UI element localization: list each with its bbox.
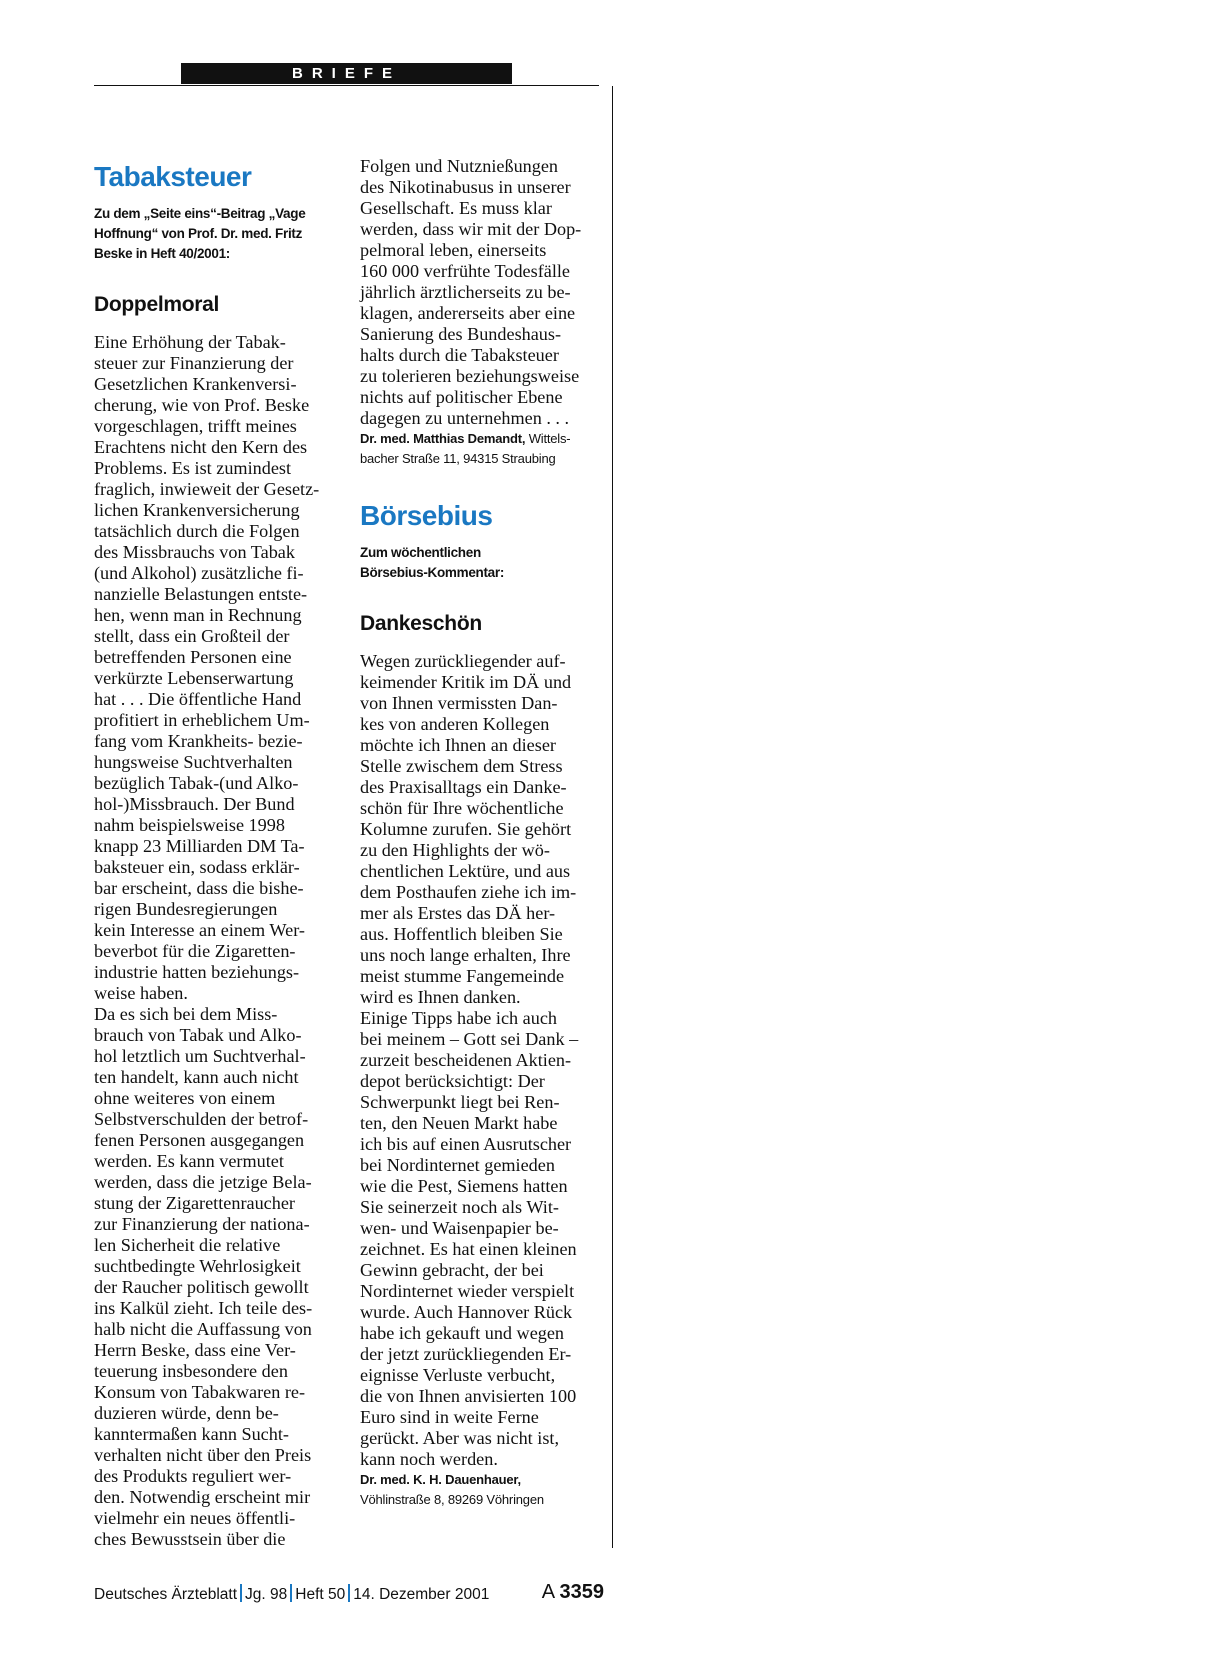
page-number: [542, 1581, 604, 1604]
signature-name: Dr. med. K. H. Dauenhauer,: [360, 1472, 521, 1487]
column-rule: [612, 86, 613, 1548]
section-label: BRIEFE: [291, 65, 401, 82]
text-line: dem Posthaufen ziehe ich im-: [360, 882, 577, 902]
journal-name: Deutsches Ärzteblatt: [94, 1586, 238, 1603]
text-line: den. Notwendig erscheint mir: [94, 1487, 311, 1507]
text-line: tatsächlich durch die Folgen: [94, 521, 300, 541]
text-line: der Raucher politisch gewollt: [94, 1277, 309, 1297]
text-line: vielmehr ein neues öffentli-: [94, 1508, 296, 1528]
text-line: ten, den Neuen Markt habe: [360, 1113, 558, 1133]
text-line: aus. Hoffentlich bleiben Sie: [360, 924, 563, 944]
text-line: jährlich ärztlicherseits zu be-: [360, 282, 571, 302]
page-number-value: 3359: [559, 1581, 604, 1603]
journal-issue: Heft 50: [295, 1586, 346, 1603]
text-line: steuer zur Finanzierung der: [94, 353, 294, 373]
text-line: fang vom Krankheits- bezie-: [94, 731, 303, 751]
text-line: Selbstverschulden der betrof-: [94, 1109, 309, 1129]
text-line: von Ihnen vermissten Dan-: [360, 693, 558, 713]
text-line: halts durch die Tabaksteuer: [360, 345, 559, 365]
footer-separator: [348, 1584, 350, 1602]
text-line: Wegen zurückliegender auf-: [360, 651, 566, 671]
text-line: hat . . . Die öffentliche Hand: [94, 689, 302, 709]
text-line: hungsweise Suchtverhalten: [94, 752, 293, 772]
letter-reference: Zum wöchentlichen Börsebius-Kommentar:: [360, 545, 505, 580]
section-title-boersebius: Börsebius: [360, 500, 493, 531]
page-prefix: A: [541, 1581, 554, 1603]
text-line: kann noch werden.: [360, 1449, 498, 1469]
text-line: zurzeit bescheidenen Aktien-: [360, 1050, 572, 1070]
text-line: suchtbedingte Wehrlosigkeit: [94, 1256, 301, 1276]
signature-address-part: Wittels-: [525, 431, 571, 446]
text-line: keimender Kritik im DÄ und: [360, 672, 572, 692]
text-line: ohne weiteres von einem: [94, 1088, 276, 1108]
text-line: werden, dass die jetzige Bela-: [94, 1172, 312, 1192]
letter-reference: Zu dem „Seite eins“-Beitrag „Vage Hoffnung“ von Prof. Dr. med. Fritz Beske in Heft 40/2001:: [94, 206, 306, 261]
text-line: möchte ich Ihnen an dieser: [360, 735, 556, 755]
text-line: kein Interesse an einem Wer-: [94, 920, 305, 940]
text-line: Stelle zwischem dem Stress: [360, 756, 563, 776]
text-line: meist stumme Fangemeinde: [360, 966, 565, 986]
text-line: teuerung insbesondere den: [94, 1361, 288, 1381]
text-line: zu den Highlights der wö-: [360, 840, 550, 860]
text-line: mer als Erstes das DÄ her-: [360, 903, 556, 923]
text-line: werden. Es kann vermutet: [94, 1151, 284, 1171]
footer-separator: [290, 1584, 292, 1602]
signature-address: Vöhlinstraße 8, 89269 Vöhringen: [360, 1492, 544, 1507]
text-line: Einige Tipps habe ich auch: [360, 1008, 558, 1028]
signature-demandt: [360, 429, 600, 469]
text-line: baksteuer ein, sodass erklär-: [94, 857, 300, 877]
text-line: des Missbrauchs von Tabak: [94, 542, 295, 562]
text-line: Kolumne zurufen. Sie gehört: [360, 819, 572, 839]
text-line: dagegen zu unternehmen . . .: [360, 408, 570, 428]
text-line: pelmoral leben, einerseits: [360, 240, 547, 260]
text-line: nichts auf politischer Ebene: [360, 387, 563, 407]
text-line: Sanierung des Bundeshaus-: [360, 324, 562, 344]
text-line: Gewinn gebracht, der bei: [360, 1260, 544, 1280]
letter-body-continued: [360, 156, 600, 429]
text-line: bezüglich Tabak-(und Alko-: [94, 773, 299, 793]
text-line: bar erscheint, dass die bishe-: [94, 878, 304, 898]
text-line: chentlichen Lektüre, und aus: [360, 861, 571, 881]
text-line: der jetzt zurückliegenden Er-: [360, 1344, 572, 1364]
text-line: bei Nordinternet gemieden: [360, 1155, 555, 1175]
text-line: Herrn Beske, dass eine Ver-: [94, 1340, 296, 1360]
text-line: hol letztlich um Suchtverhal-: [94, 1046, 306, 1066]
text-line: ches Bewusstsein über die: [94, 1529, 286, 1549]
text-line: Eine Erhöhung der Tabak-: [94, 332, 286, 352]
text-line: hen, wenn man in Rechnung: [94, 605, 302, 625]
text-line: stung der Zigarettenraucher: [94, 1193, 295, 1213]
text-line: lichen Krankenversicherung: [94, 500, 300, 520]
footer-separator: [240, 1584, 242, 1602]
text-line: weise haben.: [94, 983, 188, 1003]
text-line: Gesetzlichen Krankenversi-: [94, 374, 297, 394]
text-line: kes von anderen Kollegen: [360, 714, 550, 734]
text-line: wie die Pest, Siemens hatten: [360, 1176, 568, 1196]
section-title-tabaksteuer: Tabaksteuer: [94, 161, 252, 192]
text-line: fraglich, inwieweit der Gesetz-: [94, 479, 320, 499]
text-line: nahm beispielsweise 1998: [94, 815, 285, 835]
text-line: zeichnet. Es hat einen kleinen: [360, 1239, 577, 1259]
text-line: die von Ihnen anvisierten 100: [360, 1386, 577, 1406]
header-rule: [94, 85, 599, 86]
right-column: [360, 156, 600, 1510]
text-line: ten handelt, kann auch nicht: [94, 1067, 299, 1087]
text-line: habe ich gekauft und wegen: [360, 1323, 565, 1343]
text-line: klagen, andererseits aber eine: [360, 303, 576, 323]
text-line: zur Finanzierung der nationa-: [94, 1214, 310, 1234]
text-line: Schwerpunkt liegt bei Ren-: [360, 1092, 560, 1112]
text-line: des Produkts reguliert wer-: [94, 1466, 292, 1486]
text-line: beverbot für die Zigaretten-: [94, 941, 296, 961]
text-line: uns noch lange erhalten, Ihre: [360, 945, 571, 965]
text-line: stellt, dass ein Großteil der: [94, 626, 290, 646]
text-line: eignisse Verluste verbucht,: [360, 1365, 556, 1385]
text-line: Nordinternet wieder verspielt: [360, 1281, 575, 1301]
text-line: 160 000 verfrühte Todesfälle: [360, 261, 571, 281]
text-line: verkürzte Lebenserwartung: [94, 668, 294, 688]
text-line: Sie seinerzeit noch als Wit-: [360, 1197, 559, 1217]
text-line: Gesellschaft. Es muss klar: [360, 198, 552, 218]
text-line: schön für Ihre wöchentliche: [360, 798, 564, 818]
signature-address: bacher Straße 11, 94315 Straubing: [360, 451, 556, 466]
text-line: knapp 23 Milliarden DM Ta-: [94, 836, 305, 856]
text-line: kanntermaßen kann Sucht-: [94, 1424, 289, 1444]
journal-volume: Jg. 98: [245, 1586, 288, 1603]
text-line: Problems. Es ist zumindest: [94, 458, 292, 478]
text-line: gerückt. Aber was nicht ist,: [360, 1428, 560, 1448]
text-line: profitiert in erheblichem Um-: [94, 710, 310, 730]
text-line: wurde. Auch Hannover Rück: [360, 1302, 573, 1322]
signature-dauenhauer: [360, 1470, 600, 1510]
text-line: des Nikotinabusus in unserer: [360, 177, 571, 197]
issue-date: 14. Dezember 2001: [353, 1586, 490, 1603]
text-line: len Sicherheit die relative: [94, 1235, 281, 1255]
letter-subtitle-doppelmoral: Doppelmoral: [94, 293, 220, 316]
text-line: hol-)Missbrauch. Der Bund: [94, 794, 295, 814]
text-line: industrie hatten beziehungs-: [94, 962, 300, 982]
page-footer: [94, 1581, 604, 1604]
letter-body-doppelmoral: [94, 332, 337, 1550]
text-line: Folgen und Nutznießungen: [360, 156, 559, 176]
signature-name: Dr. med. Matthias Demandt,: [360, 431, 526, 446]
text-line: rigen Bundesregierungen: [94, 899, 278, 919]
text-line: verhalten nicht über den Preis: [94, 1445, 312, 1465]
text-line: Erachtens nicht den Kern des: [94, 437, 308, 457]
text-line: Da es sich bei dem Miss-: [94, 1004, 278, 1024]
section-header-bar: [181, 63, 512, 84]
text-line: wird es Ihnen danken.: [360, 987, 521, 1007]
letter-body-dankeschoen: [360, 651, 600, 1470]
text-line: brauch von Tabak und Alko-: [94, 1025, 302, 1045]
text-line: depot berücksichtigt: Der: [360, 1071, 545, 1091]
text-line: betreffenden Personen eine: [94, 647, 292, 667]
text-line: wen- und Waisenpapier be-: [360, 1218, 559, 1238]
text-line: nanzielle Belastungen entste-: [94, 584, 308, 604]
text-line: bei meinem – Gott sei Dank –: [360, 1029, 579, 1049]
text-line: (und Alkohol) zusätzliche fi-: [94, 563, 304, 583]
text-line: fenen Personen ausgegangen: [94, 1130, 305, 1150]
text-line: vorgeschlagen, trifft meines: [94, 416, 297, 436]
letter-subtitle-dankeschoen: Dankeschön: [360, 612, 482, 635]
text-line: halb nicht die Auffassung von: [94, 1319, 312, 1339]
text-line: zu tolerieren beziehungsweise: [360, 366, 580, 386]
text-line: des Praxisalltags ein Danke-: [360, 777, 567, 797]
text-line: werden, dass wir mit der Dop-: [360, 219, 582, 239]
left-column: [94, 160, 337, 1550]
text-line: ins Kalkül zieht. Ich teile des-: [94, 1298, 313, 1318]
text-line: duzieren würde, denn be-: [94, 1403, 279, 1423]
text-line: Euro sind in weite Ferne: [360, 1407, 539, 1427]
text-line: ich bis auf einen Ausrutscher: [360, 1134, 572, 1154]
text-line: cherung, wie von Prof. Beske: [94, 395, 310, 415]
text-line: Konsum von Tabakwaren re-: [94, 1382, 306, 1402]
